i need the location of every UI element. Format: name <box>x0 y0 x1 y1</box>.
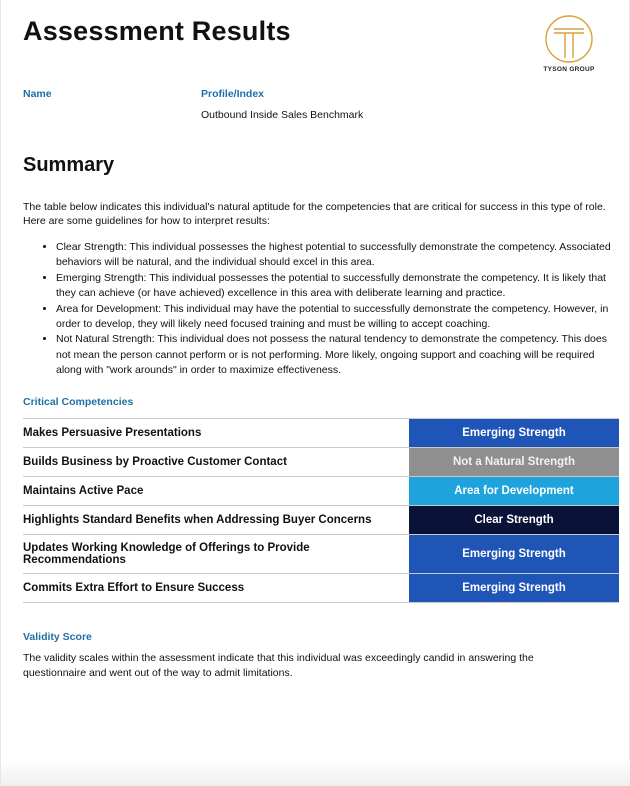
tyson-group-logo <box>539 14 599 73</box>
guideline-clear-strength: • Clear Strength: This individual possesses the highest potential to successfully demonstrate the competency. Associated behaviors will be natural, and the individual should excel in this area. <box>56 240 613 271</box>
competency-name: Makes Persuasive Presentations <box>23 427 202 439</box>
guideline-emerging-strength: • Emerging Strength: This individual possesses the potential to successfully demonstrate the competency. It is likely that they can achieve (or have achieved) excellence in this area with deliberate learning and practice. <box>56 271 613 302</box>
profile-label: Profile/Index <box>201 88 265 100</box>
profile-value: Outbound Inside Sales Benchmark <box>201 109 364 121</box>
competency-rating: Clear Strength <box>409 506 619 534</box>
name-label: Name <box>23 88 52 100</box>
page-title: Assessment Results <box>23 16 291 46</box>
table-row <box>23 419 619 448</box>
competency-name: Builds Business by Proactive Customer Contact <box>23 456 287 468</box>
guideline-not-natural-strength: • Not Natural Strength: This individual does not possess the natural tendency to demonstrate the competency. This does not mean the person cannot perform or is not performing. More likely, ongoing support and coaching will be required along with "work arounds" in order to maximize effectiveness. <box>56 332 613 378</box>
validity-text: The validity scales within the assessment indicate that this individual was exceedingly candid in answering the questionnaire and went out of the way to admit limitations. <box>23 652 534 679</box>
table-row <box>23 535 619 574</box>
competency-rating: Not a Natural Strength <box>409 448 619 476</box>
summary-title: Summary <box>23 154 115 176</box>
competency-name: Commits Extra Effort to Ensure Success <box>23 582 245 594</box>
table-row <box>23 448 619 477</box>
table-row <box>23 477 619 506</box>
critical-competencies-label: Critical Competencies <box>23 396 134 408</box>
validity-score-label: Validity Score <box>23 631 92 643</box>
summary-intro: The table below indicates this individual's natural aptitude for the competencies that are critical for success in this type of role. Here are some guidelines for how to interpret results: <box>23 201 606 227</box>
guidelines-list <box>23 240 613 379</box>
competency-rating: Emerging Strength <box>409 419 619 447</box>
competency-rating: Area for Development <box>409 477 619 505</box>
competency-name: Updates Working Knowledge of Offerings to Provide Recommendations <box>23 542 310 566</box>
competency-rating: Emerging Strength <box>409 535 619 573</box>
guideline-area-for-development: • Area for Development: This individual may have the potential to successfully demonstrate the competency. However, in order to develop, they will likely need focused training and must be willing to accept coaching. <box>56 302 613 333</box>
competencies-table <box>23 418 619 603</box>
table-row <box>23 506 619 535</box>
competency-name: Highlights Standard Benefits when Addressing Buyer Concerns <box>23 514 372 526</box>
table-row <box>23 574 619 603</box>
competency-name: Maintains Active Pace <box>23 485 144 497</box>
logo-text: TYSON GROUP <box>543 66 595 73</box>
logo-mark-icon <box>544 14 594 64</box>
competency-rating: Emerging Strength <box>409 574 619 602</box>
page-bottom-shadow <box>1 760 630 786</box>
